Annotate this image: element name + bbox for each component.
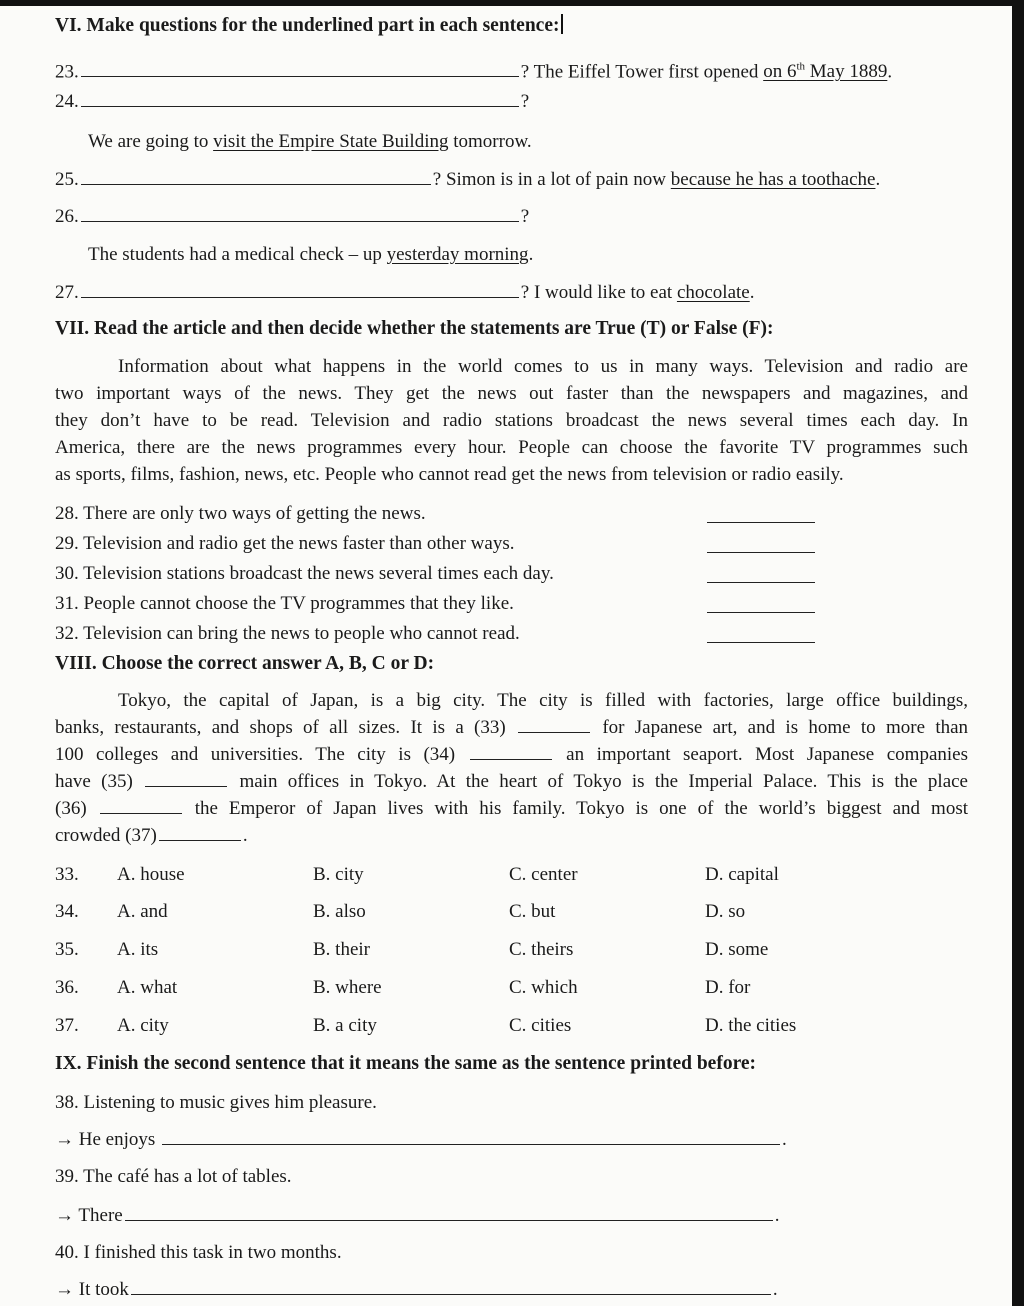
question-26: 26. ? (55, 206, 530, 227)
text-cursor (561, 14, 563, 34)
option-c[interactable]: C. theirs (509, 939, 574, 960)
arrow-icon: → (55, 1279, 74, 1300)
option-d[interactable]: D. so (705, 901, 746, 922)
arrow-icon: → (55, 1129, 74, 1150)
cloze-line-5: (36) the Emperor of Japan lives with his family. Tokyo is one of the world’s biggest and most (55, 798, 968, 819)
option-b[interactable]: B. a city (313, 1015, 377, 1036)
rewrite-blank-38[interactable] (162, 1128, 780, 1145)
option-b[interactable]: B. also (313, 901, 366, 922)
cloze-line-2: banks, restaurants, and shops of all sizes. It is a (33) for Japanese art, and is home to more than (55, 717, 969, 738)
passage-line-3: they don’t have to be read. Television and radio stations broadcast the news several times each day. In (55, 410, 968, 431)
tf-blank-28[interactable] (707, 522, 815, 523)
arrow-icon: → (55, 1205, 74, 1226)
option-number: 33. (55, 864, 79, 885)
option-a[interactable]: A. and (117, 901, 168, 922)
tf-blank-32[interactable] (707, 642, 815, 643)
passage-line-5: as sports, films, fashion, news, etc. People who cannot read get the news from television or radio easily. (55, 464, 844, 485)
section-8-title: VIII. Choose the correct answer A, B, C or D: (55, 653, 435, 674)
statement-30: 30. Television stations broadcast the news several times each day. (55, 563, 554, 584)
option-number: 35. (55, 939, 79, 960)
tf-blank-31[interactable] (707, 612, 815, 613)
statement-31: 31. People cannot choose the TV programmes that they like. (55, 593, 514, 614)
passage-line-2: two important ways of the news. They get the news out faster than the newspapers and magazines, and (55, 383, 968, 404)
option-b[interactable]: B. city (313, 864, 364, 885)
section-9-title: IX. Finish the second sentence that it means the same as the sentence printed before: (55, 1053, 757, 1074)
sentence-38: 38. Listening to music gives him pleasure. (55, 1092, 377, 1113)
rewrite-38: → He enjoys . (55, 1129, 787, 1150)
answer-blank-24[interactable] (81, 90, 519, 107)
option-number: 37. (55, 1015, 79, 1036)
cloze-blank-35[interactable] (145, 770, 227, 787)
cloze-line-6: crowded (37) . (55, 825, 248, 846)
answer-blank-23[interactable] (81, 60, 519, 77)
statement-29: 29. Television and radio get the news faster than other ways. (55, 533, 515, 554)
rewrite-blank-40[interactable] (131, 1278, 771, 1295)
answer-blank-27[interactable] (81, 281, 519, 298)
option-d[interactable]: D. the cities (705, 1015, 797, 1036)
option-d[interactable]: D. capital (705, 864, 779, 885)
sentence-39: 39. The café has a lot of tables. (55, 1166, 292, 1187)
scan-border-right (1012, 0, 1024, 1306)
tf-blank-29[interactable] (707, 552, 815, 553)
tf-blank-30[interactable] (707, 582, 815, 583)
option-d[interactable]: D. some (705, 939, 769, 960)
option-c[interactable]: C. but (509, 901, 556, 922)
option-a[interactable]: A. what (117, 977, 178, 998)
section-7-title: VII. Read the article and then decide whether the statements are True (T) or False (F): (55, 318, 774, 339)
question-24: 24. ? (55, 91, 530, 112)
cloze-blank-37[interactable] (159, 824, 241, 841)
option-a[interactable]: A. city (117, 1015, 169, 1036)
rewrite-39: → There . (55, 1205, 780, 1226)
cloze-line-3: 100 colleges and universities. The city is (34) an important seaport. Most Japanese companies (55, 744, 969, 765)
passage-line-1: Information about what happens in the world comes to us in many ways. Television and radio are (118, 356, 968, 377)
sentence-40: 40. I finished this task in two months. (55, 1242, 342, 1263)
sentence-26: The students had a medical check – up yesterday morning. (88, 244, 534, 265)
question-27: 27. ? I would like to eat chocolate. (55, 282, 755, 303)
option-a[interactable]: A. its (117, 939, 159, 960)
rewrite-40: → It took . (55, 1279, 778, 1300)
option-b[interactable]: B. where (313, 977, 382, 998)
answer-blank-25[interactable] (81, 168, 431, 185)
statement-28: 28. There are only two ways of getting the news. (55, 503, 426, 524)
option-a[interactable]: A. house (117, 864, 185, 885)
question-25: 25. ? Simon is in a lot of pain now because he has a toothache. (55, 169, 881, 190)
cloze-blank-36[interactable] (100, 797, 182, 814)
question-23: 23. ? The Eiffel Tower first opened on 6th May 1889. (55, 61, 893, 83)
rewrite-blank-39[interactable] (125, 1204, 773, 1221)
option-number: 36. (55, 977, 79, 998)
passage-line-4: America, there are the news programmes every hour. People can choose the favorite TV programmes such (55, 437, 968, 458)
section-6-title: VI. Make questions for the underlined part in each sentence: (55, 14, 563, 38)
option-number: 34. (55, 901, 79, 922)
cloze-blank-34[interactable] (470, 743, 552, 760)
option-c[interactable]: C. center (509, 864, 578, 885)
sentence-24: We are going to visit the Empire State Building tomorrow. (88, 131, 532, 152)
option-d[interactable]: D. for (705, 977, 751, 998)
cloze-blank-33[interactable] (518, 716, 590, 733)
option-c[interactable]: C. cities (509, 1015, 572, 1036)
scan-border-top (0, 0, 1024, 6)
cloze-line-4: have (35) main offices in Tokyo. At the heart of Tokyo is the Imperial Palace. This is the place (55, 771, 968, 792)
cloze-line-1: Tokyo, the capital of Japan, is a big city. The city is filled with factories, large office buildings, (118, 690, 968, 711)
statement-32: 32. Television can bring the news to people who cannot read. (55, 623, 520, 644)
option-c[interactable]: C. which (509, 977, 578, 998)
answer-blank-26[interactable] (81, 205, 519, 222)
option-b[interactable]: B. their (313, 939, 370, 960)
